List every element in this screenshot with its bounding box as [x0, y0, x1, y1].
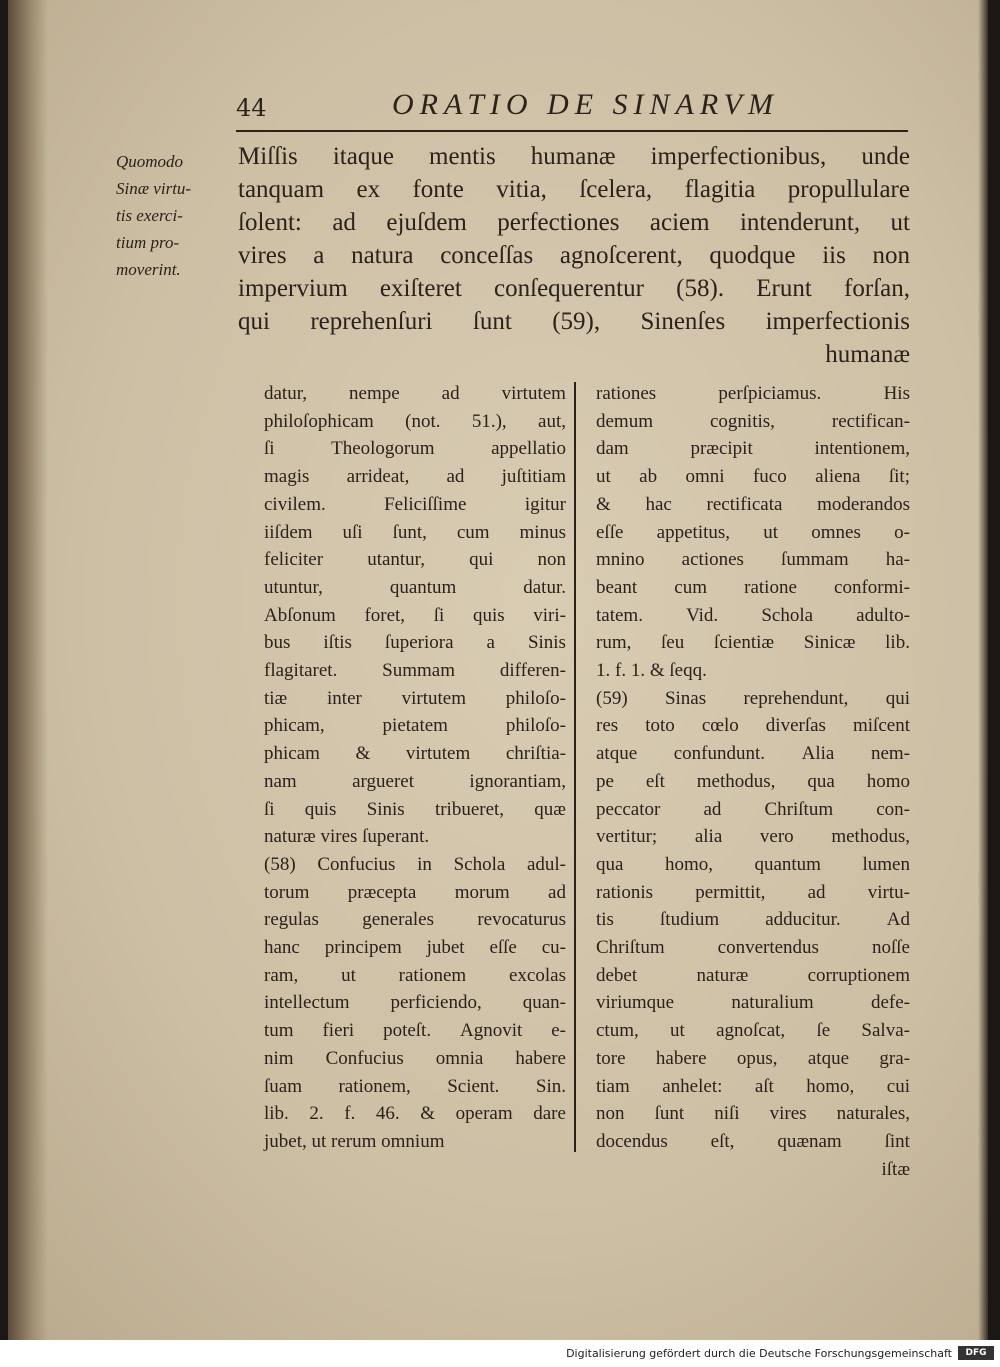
- footnote-line: philoſophicam (not. 51.), aut,: [264, 410, 566, 432]
- text-line: tanquam ex fonte vitia, ſcelera, flagitia propullulare: [238, 176, 910, 203]
- footnote-line: 1. f. 1. & ſeqq.: [596, 660, 707, 682]
- footnote-line: rationis permittit, ad virtu-: [596, 881, 910, 903]
- footnote-line: demum cognitis, rectifican-: [596, 410, 910, 432]
- footnote-line: & hac rectificata moderandos: [596, 493, 910, 515]
- footer-credit: Digitalisierung gefördert durch die Deutsche Forschungsgemeinschaft: [566, 1347, 952, 1360]
- footnote-line: eſſe appetitus, ut omnes o-: [596, 521, 910, 543]
- footnote-line: bus iſtis ſuperiora a Sinis: [264, 632, 566, 654]
- footnote-line: tatem. Vid. Schola adulto-: [596, 604, 910, 626]
- footnote-line: dam præcipit intentionem,: [596, 438, 910, 460]
- marginal-note: [116, 148, 224, 283]
- footnote-line: phicam, pietatem philoſo-: [264, 715, 566, 737]
- footnote-line: hanc principem jubet eſſe cu-: [264, 937, 566, 959]
- text-line: Miſſis itaque mentis humanæ imperfectionibus, unde: [238, 143, 910, 170]
- footnote-line: utuntur, quantum datur.: [264, 576, 566, 598]
- page-header: [236, 88, 916, 128]
- footnote-line: res toto cœlo diverſas miſcent: [596, 715, 910, 737]
- footnote-line: Chriſtum convertendus noſſe: [596, 937, 910, 959]
- marginal-note-line: Sinæ virtu-: [116, 179, 192, 198]
- page-number: 44: [236, 94, 267, 122]
- footnote-line: tis ſtudium adducitur. Ad: [596, 909, 910, 931]
- text-line: humanæ: [825, 341, 910, 368]
- footnote-line: iſtæ: [881, 1158, 910, 1180]
- footnote-line: intellectum perficiendo, quan-: [264, 992, 566, 1014]
- footnote-line: peccator ad Chriſtum con-: [596, 798, 910, 820]
- footnote-line: flagitaret. Summam differen-: [264, 660, 566, 682]
- marginal-note-line: Quomodo: [116, 152, 184, 171]
- footnote-line: feliciter utantur, qui non: [264, 549, 566, 571]
- page-edge-shadow: [978, 0, 988, 1340]
- footnote-column-right: [596, 380, 910, 1183]
- footnote-line: ut ab omni fuco aliena ſit;: [596, 466, 910, 488]
- text-line: vires a natura conceſſas agnoſcerent, quodque iis non: [238, 242, 910, 269]
- footnote-line: docendus eſt, quænam ſint: [596, 1130, 910, 1152]
- footnote-line: naturæ vires ſuperant.: [264, 826, 430, 848]
- footnote-line: rum, ſeu ſcientiæ Sinicæ lib.: [596, 632, 910, 654]
- text-line: qui reprehenſuri ſunt (59), Sinenſes imperfectionis: [238, 308, 910, 335]
- footnote-line: pe eſt methodus, qua homo: [596, 770, 910, 792]
- running-head: ORATIO DE SINARVM: [392, 88, 779, 121]
- column-divider: [574, 382, 576, 1152]
- footnote-line: tiam anhelet: aſt homo, cui: [596, 1075, 910, 1097]
- footnote-line: tum fieri poteſt. Agnovit e-: [264, 1020, 566, 1042]
- footnote-line: qua homo, quantum lumen: [596, 853, 910, 875]
- footnote-line: jubet, ut rerum omnium: [264, 1130, 445, 1152]
- marginal-note-line: moverint.: [116, 260, 181, 279]
- footnote-line: datur, nempe ad virtutem: [264, 383, 566, 404]
- footnote-line: nim Confucius omnia habere: [264, 1047, 566, 1069]
- book-page: [8, 0, 988, 1340]
- footnote-line: viriumque naturalium defe-: [596, 992, 910, 1014]
- text-line: impervium exiſteret conſequerentur (58). Erunt forſan,: [238, 275, 910, 302]
- footnote-line: ctum, ut agnoſcat, ſe Salva-: [596, 1020, 910, 1042]
- footnote-line: phicam & virtutem chriſtia-: [264, 743, 566, 765]
- footnote-line: ram, ut rationem excolas: [264, 964, 566, 986]
- footnote-line: (59) Sinas reprehendunt, qui: [596, 687, 910, 709]
- footnote-line: Abſonum foret, ſi quis viri-: [264, 604, 566, 626]
- footnote-line: beant cum ratione conformi-: [596, 576, 910, 598]
- text-line: ſolent: ad ejuſdem perfectiones aciem intenderunt, ut: [238, 209, 910, 236]
- footnote-line: atque confundunt. Alia nem-: [596, 743, 910, 765]
- footnote-line: torum præcepta morum ad: [264, 881, 566, 903]
- footnote-line: regulas generales revocaturus: [264, 909, 566, 931]
- page-spine-shadow: [8, 0, 48, 1340]
- footnote-line: ſi Theologorum appellatio: [264, 438, 566, 460]
- footnote-line: nam argueret ignorantiam,: [264, 770, 566, 792]
- footnote-line: iiſdem uſi ſunt, cum minus: [264, 521, 566, 543]
- marginal-note-line: tium pro-: [116, 233, 180, 252]
- footnote-line: ſuam rationem, Scient. Sin.: [264, 1075, 566, 1097]
- footnote-line: (58) Confucius in Schola adul-: [264, 853, 566, 875]
- footnote-line: non ſunt niſi vires naturales,: [596, 1103, 910, 1125]
- dfg-logo: DFG: [958, 1346, 994, 1360]
- footnote-line: magis arrideat, ad juſtitiam: [264, 466, 566, 488]
- footnote-line: debet naturæ corruptionem: [596, 964, 910, 986]
- footnote-column-left: [264, 380, 566, 1156]
- footnote-line: rationes perſpiciamus. His: [596, 383, 910, 404]
- footnote-line: tiæ inter virtutem philoſo-: [264, 687, 566, 709]
- footnote-line: mnino actiones ſummam ha-: [596, 549, 910, 571]
- main-paragraph: [238, 140, 910, 371]
- marginal-note-line: tis exerci-: [116, 206, 183, 225]
- digitization-footer: [0, 1340, 1000, 1367]
- header-rule: [236, 130, 908, 132]
- footnote-line: tore habere opus, atque gra-: [596, 1047, 910, 1069]
- footnote-line: civilem. Feliciſſime igitur: [264, 493, 566, 515]
- footnote-line: ſi quis Sinis tribueret, quæ: [264, 798, 566, 820]
- footnote-line: vertitur; alia vero methodus,: [596, 826, 910, 848]
- footnote-line: lib. 2. f. 46. & operam dare: [264, 1103, 566, 1125]
